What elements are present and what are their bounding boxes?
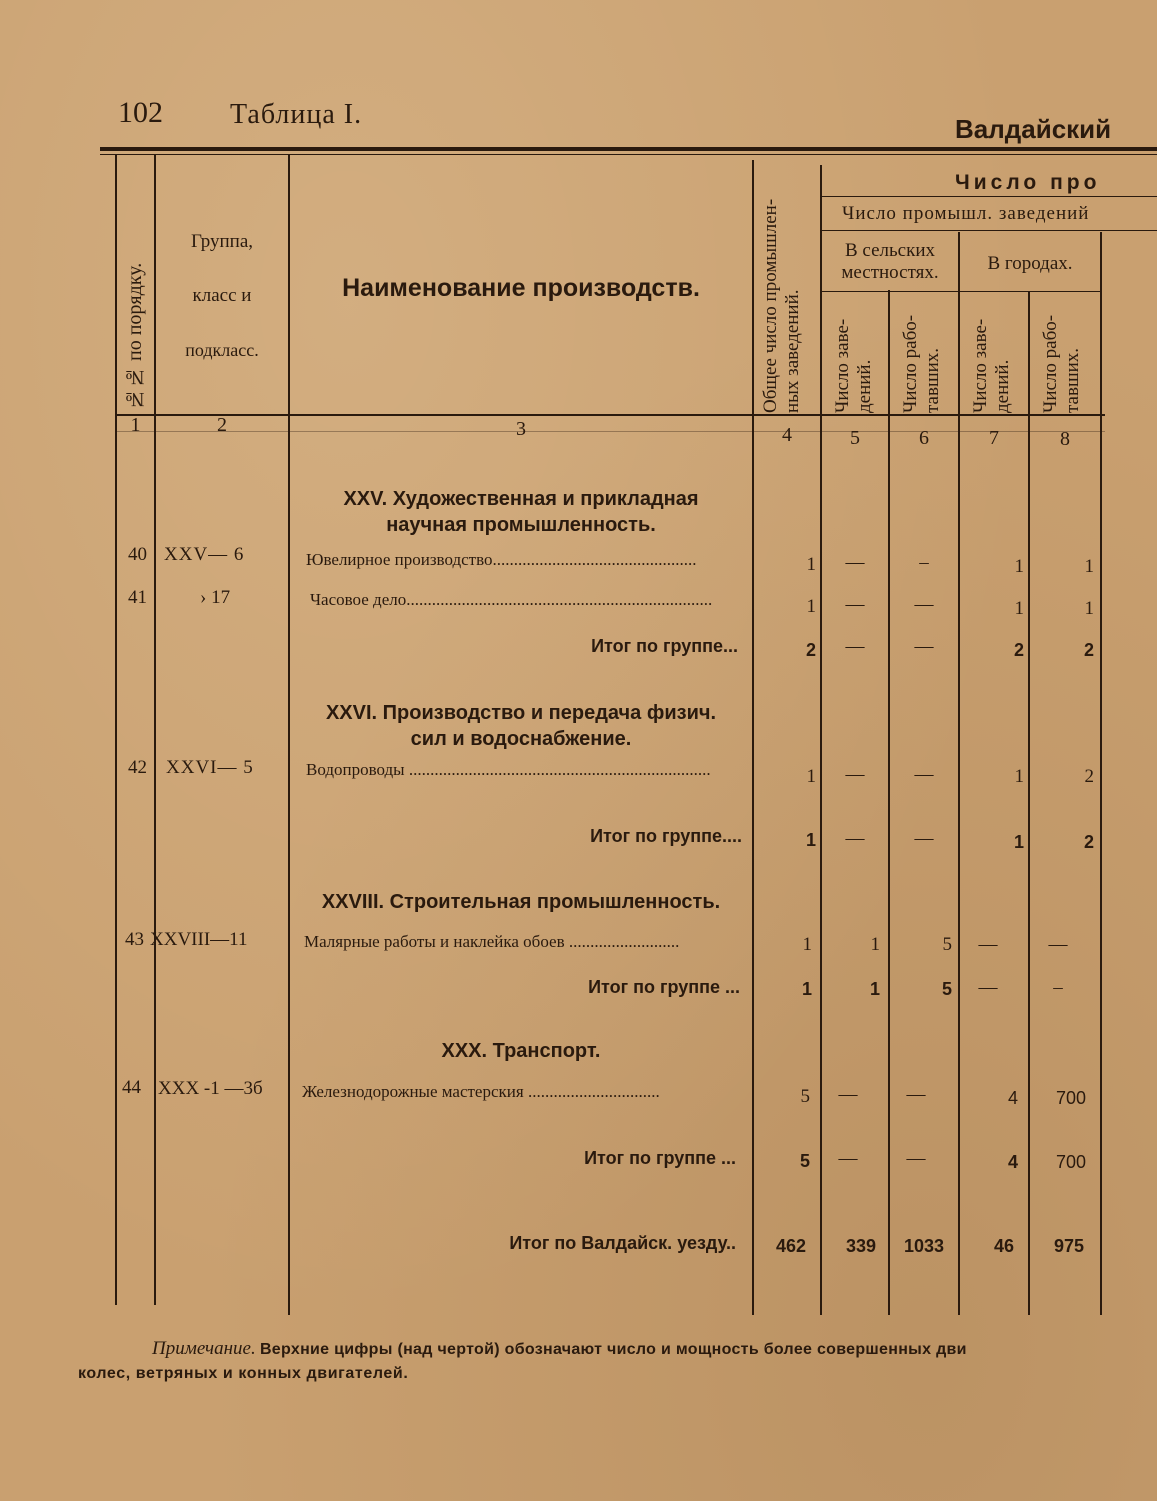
row-no: 41: [128, 587, 147, 608]
col-header-name: Наименование производств.: [342, 274, 700, 302]
header-rule: [820, 291, 1102, 292]
row-name: [302, 1082, 738, 1102]
row-c7: 2: [1013, 640, 1024, 660]
note-line: [78, 1337, 1138, 1362]
grid-vline: [1100, 232, 1102, 1315]
group-total-label: Итог по группе...: [591, 636, 738, 656]
leader-dots: ........................................................................: [406, 590, 713, 609]
leader-dots: .......................................................................: [404, 760, 711, 779]
col-header-group-line: класс и: [192, 285, 252, 306]
row-c4: 1: [806, 766, 816, 787]
towns-header: В городах.: [987, 253, 1073, 274]
row-c5: 1: [870, 934, 880, 955]
row-c5: —: [838, 1084, 858, 1105]
col-header-total-line: Общее число промышлен-: [760, 198, 781, 413]
row-c8: 1: [1084, 556, 1094, 577]
grand-total-label: Итог по Валдайск. уезду..: [509, 1233, 736, 1253]
row-c6: –: [919, 552, 929, 573]
row-c8: 700: [1055, 1152, 1086, 1172]
note-line-2: колес, ветряных и конных двигателей.: [78, 1365, 409, 1382]
group-total-label: Итог по группе ...: [584, 1148, 736, 1168]
section-title-line: XXVI. Производство и передача физич.: [325, 702, 717, 724]
note-label: Примечание.: [152, 1338, 256, 1359]
row-group: XXVIII—11: [150, 929, 248, 950]
row-name-text: Ювелирное производство: [306, 550, 493, 569]
row-c8: 2: [1084, 766, 1094, 787]
row-c4: 1: [806, 554, 816, 575]
section-title: [290, 486, 752, 538]
col-header-line: дений.: [854, 359, 875, 413]
row-c6: —: [906, 1084, 926, 1105]
row-group: XXV— 6: [164, 544, 245, 565]
row-c4: 2: [805, 640, 816, 660]
col-number: 8: [1060, 428, 1070, 450]
row-c5: —: [845, 764, 865, 785]
col-header-line: тавших.: [922, 348, 943, 413]
col-header-line: тавших.: [1062, 348, 1083, 413]
row-name-text: Железнодорожные мастерския: [302, 1082, 524, 1101]
row-c6: —: [914, 636, 934, 657]
row-c5: —: [845, 594, 865, 615]
grand-total-c5: 339: [845, 1236, 876, 1256]
row-c7: —: [978, 977, 998, 998]
row-c8: —: [1048, 934, 1068, 955]
row-c5: —: [845, 828, 865, 849]
row-c4: 5: [799, 1151, 810, 1171]
leader-dots: ..........................: [564, 932, 680, 951]
col-header-group-line: подкласс.: [185, 340, 259, 360]
col-number: 7: [989, 427, 999, 449]
page-number: 102: [118, 96, 163, 129]
top-rule-thick: [100, 147, 1157, 151]
row-name: [310, 590, 746, 610]
section-title: XXVIII. Строительная промышленность.: [321, 891, 721, 913]
col-header-c8: [1040, 298, 1084, 413]
grid-vline: [752, 160, 754, 1315]
section-title: [290, 700, 752, 752]
row-c7: 1: [1013, 832, 1024, 852]
row-c8: 700: [1055, 1088, 1086, 1108]
row-c5: 1: [869, 979, 880, 999]
row-c8: 2: [1083, 640, 1094, 660]
row-c6: —: [914, 828, 934, 849]
table-title: Таблица I.: [230, 99, 363, 130]
col-number: 1: [130, 414, 141, 436]
row-c4: 1: [806, 596, 816, 617]
row-c5: —: [838, 1148, 858, 1169]
col-header-line: Число рабо-: [1040, 314, 1061, 413]
group-total-label: Итог по группе ...: [588, 977, 740, 997]
col-header-total: [760, 168, 804, 413]
row-c4: 1: [801, 979, 812, 999]
row-c7: —: [978, 934, 998, 955]
row-c4: 1: [805, 830, 816, 850]
grand-total-c8: 975: [1053, 1236, 1084, 1256]
row-c6: —: [914, 594, 934, 615]
grid-vline: [115, 155, 117, 1305]
leader-dots: ................................................: [492, 550, 697, 569]
grand-total-c6: 1033: [903, 1236, 944, 1256]
row-name: [306, 760, 744, 780]
section-title-line: XXV. Художественная и прикладная: [343, 488, 699, 510]
col-header-group-line: Группа,: [190, 231, 254, 252]
note-text: Верхние цифры (над чертой) обозначают число и мощность более совершенных дви: [259, 1341, 967, 1358]
row-c7: 4: [1007, 1088, 1018, 1108]
col-number: 3: [516, 418, 526, 440]
row-no: 44: [122, 1077, 141, 1098]
col-header-c7: [970, 298, 1014, 413]
grid-vline: [820, 165, 822, 1315]
header-rule: [820, 230, 1157, 231]
row-c7: 1: [1014, 556, 1024, 577]
row-no: 40: [128, 544, 147, 565]
section-title: XXX. Транспорт.: [441, 1040, 601, 1062]
row-no: 43: [125, 929, 144, 950]
col-header-no: №№ по порядку.: [124, 262, 146, 410]
row-c7: 1: [1014, 766, 1024, 787]
row-group: XXVI— 5: [166, 757, 254, 778]
row-name: [304, 932, 740, 952]
rural-header: [822, 240, 958, 284]
col-number-rule: [115, 431, 1105, 432]
grand-total-c7: 46: [993, 1236, 1014, 1256]
row-name-text: Часовое дело: [310, 590, 407, 609]
row-c6: —: [914, 764, 934, 785]
col-number: 5: [850, 427, 860, 449]
col-header-line: Число заве-: [970, 318, 991, 413]
span-header-sub: Число промышл. заведений: [842, 203, 1090, 224]
col-number: 6: [919, 427, 929, 449]
row-c6: 5: [942, 934, 952, 955]
row-c4: 1: [802, 934, 812, 955]
district-title: Валдайский: [955, 114, 1112, 144]
col-number: 4: [782, 424, 792, 446]
row-no: 42: [128, 757, 147, 778]
group-total-label: Итог по группе....: [590, 826, 742, 846]
col-number: 2: [217, 414, 227, 436]
row-c7: 4: [1007, 1152, 1018, 1172]
grand-total-c4: 462: [775, 1236, 806, 1256]
col-header-group: [156, 215, 288, 377]
row-name: [306, 550, 746, 570]
row-c8: –: [1053, 977, 1063, 998]
row-group: › 17: [200, 587, 231, 608]
col-header-c6: [900, 298, 944, 413]
note: [78, 1337, 1138, 1386]
rural-header-line: местностях.: [841, 262, 939, 283]
row-c6: —: [906, 1148, 926, 1169]
row-c5: —: [845, 552, 865, 573]
section-title-line: сил и водоснабжение.: [410, 728, 632, 750]
rural-header-line: В сельских: [845, 240, 935, 261]
col-header-line: дений.: [992, 359, 1013, 413]
leader-dots: ...............................: [523, 1082, 660, 1101]
row-c7: 1: [1014, 598, 1024, 619]
section-title-line: научная промышленность.: [386, 514, 656, 536]
row-c8: 2: [1083, 832, 1094, 852]
row-c5: —: [845, 636, 865, 657]
row-c8: 1: [1084, 598, 1094, 619]
row-name-text: Водопроводы: [306, 760, 405, 779]
col-header-line: Число заве-: [832, 318, 853, 413]
row-c6: 5: [941, 979, 952, 999]
row-c4: 5: [800, 1086, 810, 1107]
row-group: XXX -1 —3б: [158, 1078, 263, 1099]
col-header-line: Число рабо-: [900, 314, 921, 413]
top-rule-thin: [100, 154, 1157, 155]
span-header-top: Число про: [955, 171, 1101, 194]
header-rule: [820, 196, 1157, 197]
row-name-text: Малярные работы и наклейка обоев: [304, 932, 565, 951]
col-header-total-line: ных заведений.: [782, 289, 803, 413]
col-header-c5: [832, 298, 876, 413]
